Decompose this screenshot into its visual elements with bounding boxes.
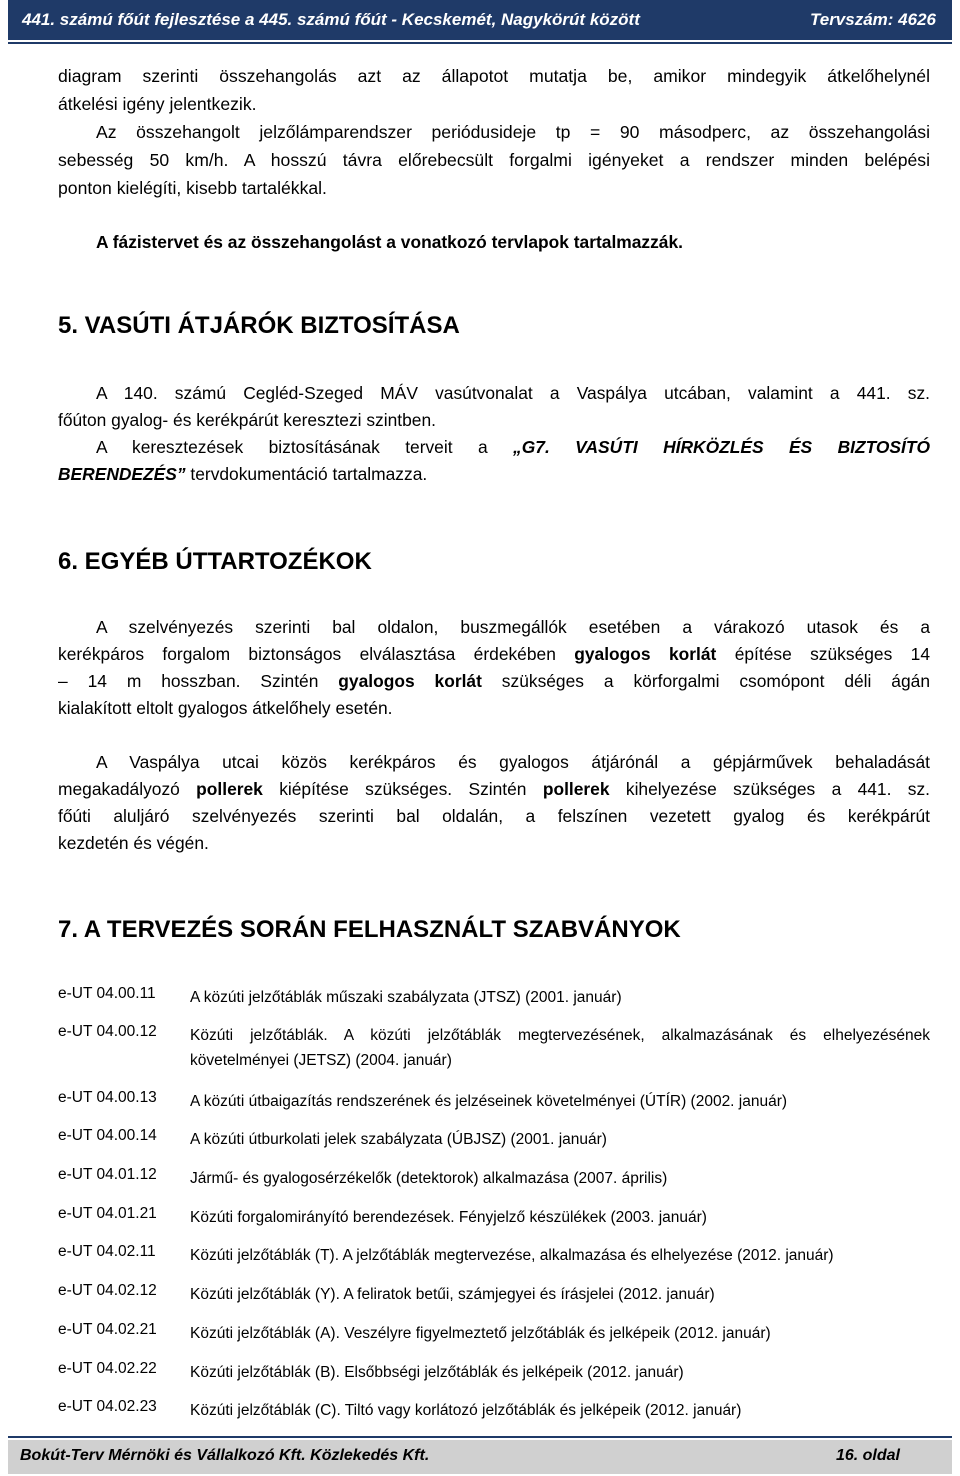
text-span: építése szükséges 14	[716, 644, 930, 664]
body-line: kezdetén és végén.	[58, 833, 209, 853]
intro-paragraph	[58, 62, 930, 202]
footer-company: Bokút-Terv Mérnöki és Vállalkozó Kft. Közlekedés Kft.	[20, 1447, 430, 1464]
section-6-title: 6. EGYÉB ÚTTARTOZÉKOK	[58, 548, 372, 575]
standard-code: e-UT 04.01.12	[58, 1166, 157, 1183]
body-line: A szelvényezés szerinti bal oldalon, buszmegállók esetében a várakozó utasok és a	[96, 617, 930, 637]
section-7-title: 7. A TERVEZÉS SORÁN FELHASZNÁLT SZABVÁNYOK	[58, 916, 681, 943]
reference-title: BERENDEZÉS”	[58, 464, 186, 484]
standard-description: A közúti útbaigazítás rendszerének és jelzéseinek követelményei (ÚTÍR) (2002. január)	[190, 1093, 788, 1110]
text-span: kihelyezése szükséges a 441. sz.	[609, 779, 930, 799]
intro-line: sebesség 50 km/h. A hosszú távra előrebecsült forgalmi igényeket a rendszer minden belépési	[58, 150, 930, 170]
body-line: A Vaspálya utcai közös kerékpáros és gyalogos átjárónál a gépjárművek behaladását	[96, 752, 930, 772]
text-span: A keresztezések biztosításának terveit a	[96, 437, 514, 457]
body-line: főúti aluljáró szelvényezés szerinti bal oldalán, a felszínen vezetett gyalog és kerékpárút	[58, 806, 930, 826]
standard-code: e-UT 04.00.14	[58, 1127, 157, 1144]
header-plan-number: Tervszám: 4626	[809, 10, 936, 29]
emphasis: gyalogos korlát	[338, 671, 482, 691]
body-line: főúton gyalog- és kerékpárút keresztezi szintben.	[58, 410, 436, 430]
header-title: 441. számú főút fejlesztése a 445. számú főút - Kecskemét, Nagykörút között	[22, 10, 640, 29]
body-line	[58, 776, 930, 803]
standard-code: e-UT 04.00.12	[58, 1023, 157, 1040]
emphasis: pollerek	[542, 779, 610, 799]
standard-description: A közúti jelzőtáblák műszaki szabályzata (JTSZ) (2001. január)	[190, 989, 622, 1006]
standard-description: Jármű- és gyalogosérzékelők (detektorok) alkalmazása (2007. április)	[190, 1170, 668, 1187]
header-divider	[8, 42, 952, 44]
text-span: kiépítése szükséges. Szintén	[262, 779, 543, 799]
body-line	[58, 668, 930, 695]
intro-line: Az összehangolt jelzőlámparendszer periódusideje tp = 90 másodperc, az összehangolási	[96, 122, 930, 142]
emphasis: gyalogos korlát	[574, 644, 717, 664]
standard-description: Közúti jelzőtáblák (Y). A feliratok betűi, számjegyei és írásjelei (2012. január)	[190, 1286, 715, 1303]
intro-line: ponton kielégíti, kisebb tartalékkal.	[58, 178, 327, 198]
standard-description: A közúti útburkolati jelek szabályzata (ÚBJSZ) (2001. január)	[190, 1131, 607, 1148]
page-header	[8, 0, 952, 40]
standard-code: e-UT 04.01.21	[58, 1205, 157, 1222]
body-line	[58, 461, 930, 488]
section-6-paragraph-1	[58, 614, 930, 722]
body-line: A 140. számú Cegléd-Szeged MÁV vasútvonalat a Vaspálya utcában, valamint a 441. sz.	[96, 383, 930, 403]
standard-description: Közúti jelzőtáblák. A közúti jelzőtáblák megtervezésének, alkalmazásának és elhelyezésének	[190, 1027, 930, 1044]
text-span: – 14 m hosszban. Szintén	[58, 671, 339, 691]
standard-code: e-UT 04.02.23	[58, 1398, 157, 1415]
standard-description: Közúti jelzőtáblák (A). Veszélyre figyelmeztető jelzőtáblák és jelképeik (2012. január)	[190, 1325, 771, 1342]
standard-code: e-UT 04.02.12	[58, 1282, 157, 1299]
intro-line: diagram szerinti összehangolás azt az állapotot mutatja be, amikor mindegyik átkelőhelynél	[58, 66, 930, 86]
standard-code: e-UT 04.02.11	[58, 1243, 156, 1260]
body-line	[58, 641, 930, 668]
text-span: szükséges a körforgalmi csomópont déli ágán	[481, 671, 930, 691]
text-span: megakadályozó	[58, 779, 197, 799]
emphasis: pollerek	[196, 779, 263, 799]
body-line: kialakított eltolt gyalogos átkelőhely esetén.	[58, 698, 393, 718]
page-footer	[8, 1440, 952, 1474]
standard-code: e-UT 04.02.21	[58, 1321, 157, 1338]
text-span: tervdokumentáció tartalmazza.	[185, 464, 428, 484]
standard-code: e-UT 04.02.22	[58, 1360, 157, 1377]
body-line	[58, 434, 930, 461]
reference-title: „G7. VASÚTI HÍRKÖZLÉS ÉS BIZTOSÍTÓ	[513, 437, 930, 457]
section-5-title: 5. VASÚTI ÁTJÁRÓK BIZTOSÍTÁSA	[58, 312, 460, 339]
standard-description: Közúti forgalomirányító berendezések. Fényjelző készülékek (2003. január)	[190, 1209, 707, 1226]
standard-description: Közúti jelzőtáblák (T). A jelzőtáblák megtervezése, alkalmazása és elhelyezése (2012. január)	[190, 1247, 834, 1264]
section-5-body	[58, 380, 930, 488]
standard-code: e-UT 04.00.11	[58, 985, 156, 1002]
section-6-paragraph-2	[58, 749, 930, 857]
intro-line: átkelési igény jelentkezik.	[58, 94, 257, 114]
standard-description: Közúti jelzőtáblák (B). Elsőbbségi jelzőtáblák és jelképeik (2012. január)	[190, 1364, 684, 1381]
footer-divider	[8, 1436, 952, 1438]
text-span: kerékpáros forgalom biztonságos elválasztása érdekében	[58, 644, 575, 664]
standard-description-cont: követelményei (JETSZ) (2004. január)	[190, 1052, 452, 1069]
footer-page-number: 16. oldal	[835, 1447, 900, 1464]
intro-bold-note: A fázistervet és az összehangolást a vonatkozó tervlapok tartalmazzák.	[96, 232, 683, 252]
standard-description: Közúti jelzőtáblák (C). Tiltó vagy korlátozó jelzőtáblák és jelképeik (2012. január)	[190, 1402, 742, 1419]
standard-code: e-UT 04.00.13	[58, 1089, 157, 1106]
